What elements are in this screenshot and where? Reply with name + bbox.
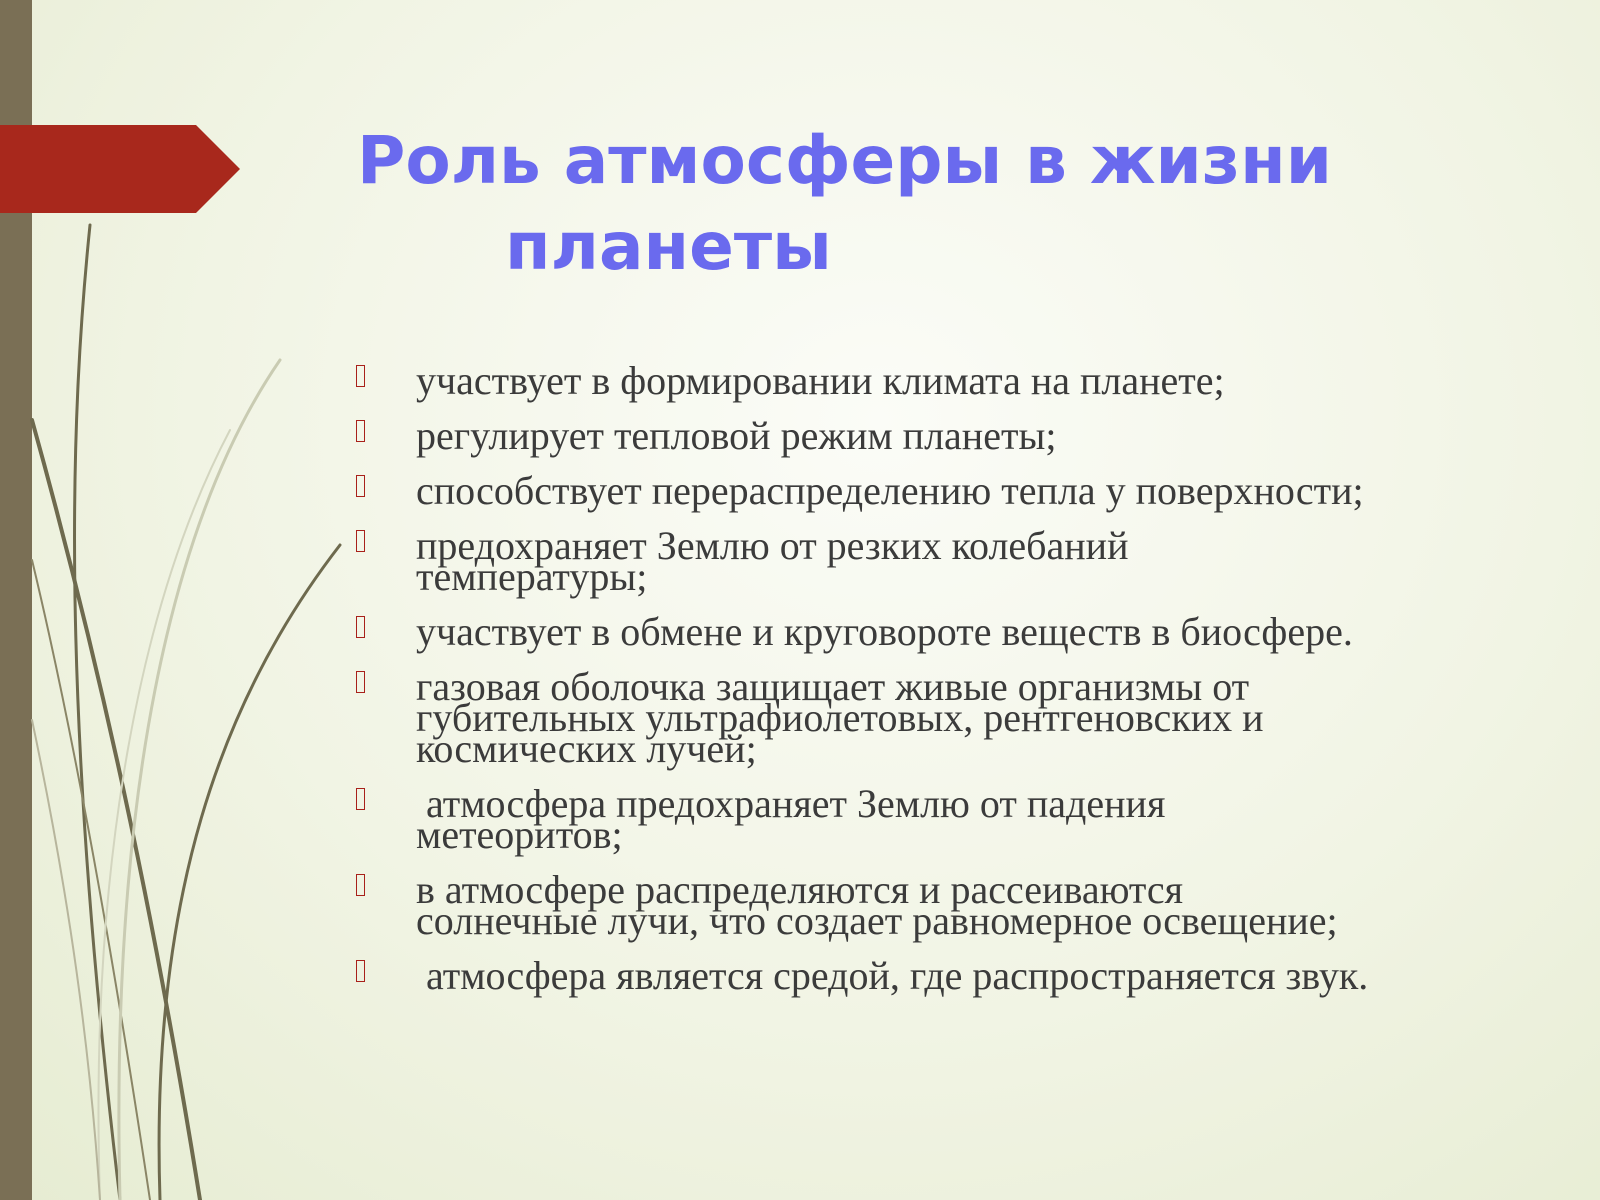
- square-bullet-icon: [356, 365, 365, 387]
- square-bullet-icon: [356, 530, 365, 552]
- square-bullet-icon: [356, 960, 365, 982]
- list-item-text: атмосфера предохраняет Землю от падения метеоритов;: [416, 781, 1166, 857]
- square-bullet-icon: [356, 874, 365, 896]
- list-item: [356, 413, 1556, 458]
- list-item-text: способствует перераспределению тепла у поверхности;: [416, 468, 1364, 513]
- square-bullet-icon: [356, 616, 365, 638]
- list-item-text: в атмосфере распределяются и рассеиваются солнечные лучи, что создает равномерное освещение;: [416, 867, 1338, 943]
- list-item: [356, 523, 1556, 599]
- square-bullet-icon: [356, 671, 365, 693]
- list-item-text: газовая оболочка защищает живые организмы от губительных ультрафиолетовых, рентгеновских и космических лучей;: [416, 664, 1264, 771]
- list-item-text: предохраняет Землю от резких колебаний температуры;: [416, 523, 1129, 599]
- list-item-text: участвует в обмене и круговороте веществ в биосфере.: [416, 609, 1353, 654]
- title-line-1: Роль атмосферы в жизни: [357, 122, 1332, 199]
- list-item: [356, 358, 1556, 403]
- list-item: [356, 609, 1556, 654]
- list-item: [356, 664, 1556, 771]
- square-bullet-icon: [356, 788, 365, 810]
- list-item: [356, 953, 1556, 998]
- red-arrow-shape: [0, 125, 240, 213]
- list-item-text: участвует в формировании климата на планете;: [416, 358, 1225, 403]
- bullet-list: [356, 358, 1556, 998]
- title-line-2: планеты: [505, 208, 832, 285]
- list-item: [356, 781, 1556, 857]
- slide-title: [357, 118, 1457, 290]
- square-bullet-icon: [356, 475, 365, 497]
- list-item: [356, 468, 1556, 513]
- list-item-text: регулирует тепловой режим планеты;: [416, 413, 1057, 458]
- list-item: [356, 867, 1556, 943]
- square-bullet-icon: [356, 420, 365, 442]
- list-item-text: атмосфера является средой, где распространяется звук.: [416, 953, 1369, 998]
